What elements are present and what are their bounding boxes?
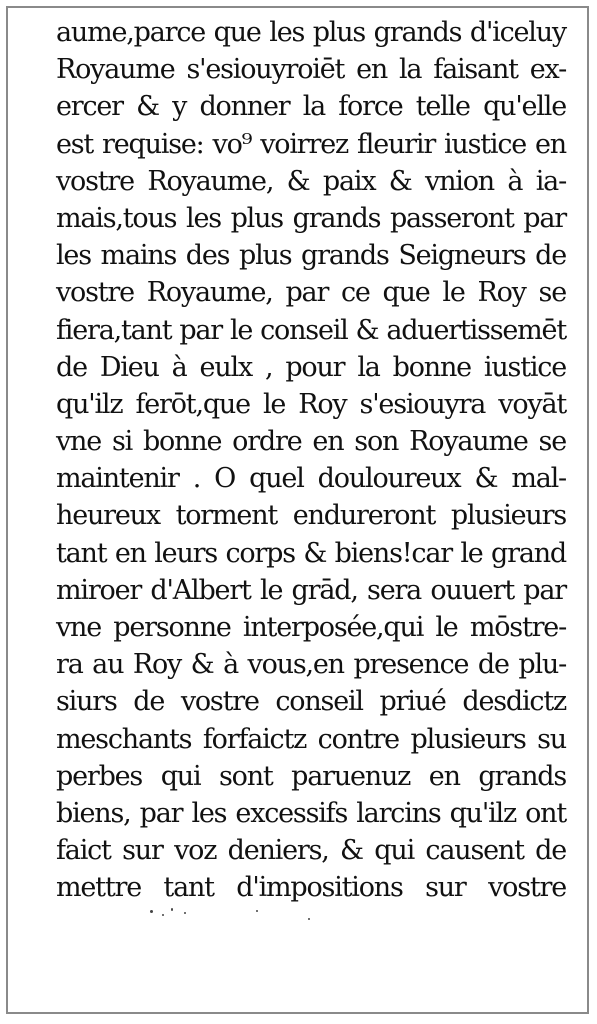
ink-speck xyxy=(162,914,164,916)
text-line: heureux torment endureront plusieurs xyxy=(56,500,566,532)
text-line: les mains des plus grands Seigneurs de xyxy=(56,240,566,272)
text-line: aume,parce que les plus grands d'iceluy xyxy=(56,17,566,48)
text-line: vostre Royaume, par ce que le Roy se xyxy=(56,277,566,309)
ink-speck xyxy=(184,912,186,914)
text-line: perbes qui sont paruenuz en grands xyxy=(56,760,566,792)
ink-speck xyxy=(171,908,173,911)
text-line: tant en leurs corps & biens!car le grand xyxy=(56,537,566,569)
text-line: faict sur voz deniers, & qui causent de xyxy=(56,835,566,867)
page-text-block xyxy=(56,14,566,907)
ink-speck xyxy=(150,910,153,913)
text-line: vostre Royaume, & paix & vnion à ia- xyxy=(56,165,566,197)
text-line: mais,tous les plus grands passeront par xyxy=(56,202,566,234)
ink-speck xyxy=(256,910,258,912)
text-line: est requise: vo⁹ voirrez fleurir iustice en xyxy=(56,128,566,160)
text-line: qu'ilz ferōt,que le Roy s'esiouyra voyāt xyxy=(56,388,566,420)
text-line: biens, par les excessifs larcins qu'ilz ont xyxy=(56,797,566,829)
text-line: siurs de vostre conseil priué desdictz xyxy=(56,686,566,718)
text-line: mettre tant d'impositions sur vostre xyxy=(56,872,566,904)
text-line: fiera,tant par le conseil & aduertissemēt xyxy=(56,314,566,346)
text-line: vne personne interposée,qui le mōstre- xyxy=(56,612,566,643)
text-line: ercer & y donner la force telle qu'elle xyxy=(56,91,566,123)
text-line: Royaume s'esiouyroiēt en la faisant ex- xyxy=(56,54,566,86)
text-line: maintenir . O quel douloureux & mal- xyxy=(56,463,566,495)
text-line: meschants forfaictz contre plusieurs su xyxy=(56,723,566,755)
text-line: ra au Roy & à vous,en presence de plu- xyxy=(56,649,566,681)
ink-speck xyxy=(308,918,310,920)
text-line: vne si bonne ordre en son Royaume se xyxy=(56,426,566,458)
text-line: de Dieu à eulx , pour la bonne iustice xyxy=(56,351,566,383)
text-line: miroer d'Albert le grād, sera ouuert par xyxy=(56,574,566,606)
